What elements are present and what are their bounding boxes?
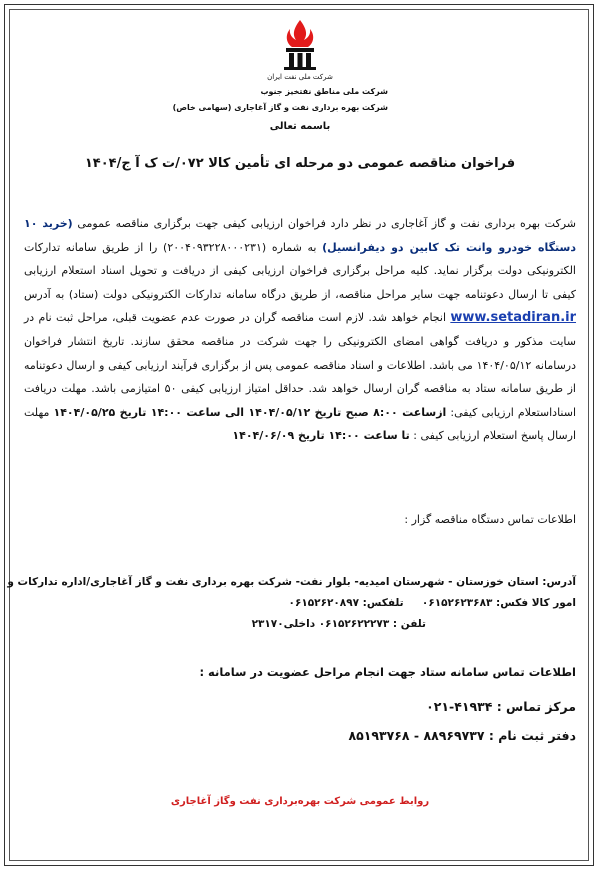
setad-link[interactable]: www.setadiran.ir xyxy=(450,310,577,326)
nioc-label: شرکت ملی نفت ایران xyxy=(267,73,333,81)
document-dates: ازساعت ۸:۰۰ صبح تاریخ ۱۴۰۴/۰۵/۱۲ الی ساعت ۱۴:۰۰ تاریخ ۱۴۰۴/۰۵/۲۵ xyxy=(53,405,447,419)
body-response-label: مهلت ارسال پاسخ استعلام ارزیابی کیفی : xyxy=(24,405,576,443)
body-procedure: به شماره (۲۰۰۴۰۹۳۲۲۸۰۰۰۲۳۱) را از طریق سامانه تدارکات الکترونیکی دولت برگزار نماید. کلیه مراحل برگزاری فراخوان ارزیابی کیفی از دریافت و تحویل اسناد استعلام ارزیابی کیفی تا ارسال دعوتنامه جهت سایر مراحل مناقصه، از طریق درگاه سامانه تدارکات الکترونیکی دولت (ستاد) به آدرس xyxy=(24,240,576,301)
setad-contact-title: اطلاعات تماس سامانه ستاد جهت انجام مراحل عضویت در سامانه : xyxy=(199,665,576,679)
phone-line: تلفن : ۰۶۱۵۲۶۲۲۲۷۳ داخلی۲۳۱۷۰ xyxy=(251,618,426,630)
notice-body xyxy=(24,212,576,448)
response-deadline: تا ساعت ۱۴:۰۰ تاریخ ۱۴۰۴/۰۶/۰۹ xyxy=(232,429,410,443)
public-relations-footer: روابط عمومی شرکت بهره‌برداری نفت وگاز آغاجاری xyxy=(170,796,430,807)
notice-title: فراخوان مناقصه عمومی دو مرحله ای تأمین کالا ۰۷۲/ت ک آ ج/۱۴۰۴ xyxy=(84,156,516,171)
contact-title: اطلاعات تماس دستگاه مناقصه گزار : xyxy=(404,513,576,526)
nisoc-label: شرکت ملی مناطق نفتخیز جنوب xyxy=(260,87,388,96)
body-intro: شرکت بهره برداری نفت و گاز آغاجاری در نظر دارد فراخوان ارزیابی کیفی جهت برگزاری مناقصه عمومی xyxy=(77,217,576,230)
bismillah-heading: باسمه تعالی xyxy=(269,121,331,132)
telefax: تلفکس: ۰۶۱۵۲۶۲۰۸۹۷ xyxy=(288,597,404,609)
company-label: شرکت بهره برداری نفت و گاز آغاجاری (سهامی خاص) xyxy=(172,103,388,112)
address-line: آدرس: استان خوزستان - شهرستان امیدیه- بلوار نفت- شرکت بهره برداری نفت و گاز آغاجاری/اداره تدارکات و xyxy=(7,576,576,588)
setad-call-center: مرکز تماس : ۴۱۹۳۴-۰۲۱ xyxy=(426,699,576,714)
body-requirements: انجام خواهد شد. لازم است مناقصه گران در صورت عدم عضویت قبلی، مراحل ثبت نام در سایت مذکور و دریافت گواهی امضای الکترونیکی را جهت شرکت در مناقصه محقق سازند. تاریخ انتشار فراخوان درسامانه ۱۴۰۴/۰۵/۱۲ می باشد. اطلاعات و اسناد مناقصه عمومی پس از برگزاری فرآیند ارزیابی کیفی و ارسال دعوتنامه از طریق سامانه ستاد به مناقصه گران ارسال خواهد شد. حداقل امتیاز ارزیابی کیفی ۵۰ امتیازمی باشد. مهلت دریافت اسناداستعلام ارزیابی کیفی: xyxy=(24,311,577,419)
nioc-logo-icon xyxy=(272,16,328,72)
setad-registration-office: دفتر ثبت نام : ۸۸۹۶۹۷۳۷ - ۸۵۱۹۳۷۶۸ xyxy=(348,728,576,743)
tender-item: (خرید ۱۰ دستگاه خودرو وانت تک کابین دو دیفرانسیل) xyxy=(24,217,576,254)
dept-fax: امور کالا فکس: ۰۶۱۵۲۶۲۳۶۸۳ xyxy=(421,597,576,609)
contact-address-block xyxy=(7,572,576,635)
dept-fax-line xyxy=(22,593,576,614)
